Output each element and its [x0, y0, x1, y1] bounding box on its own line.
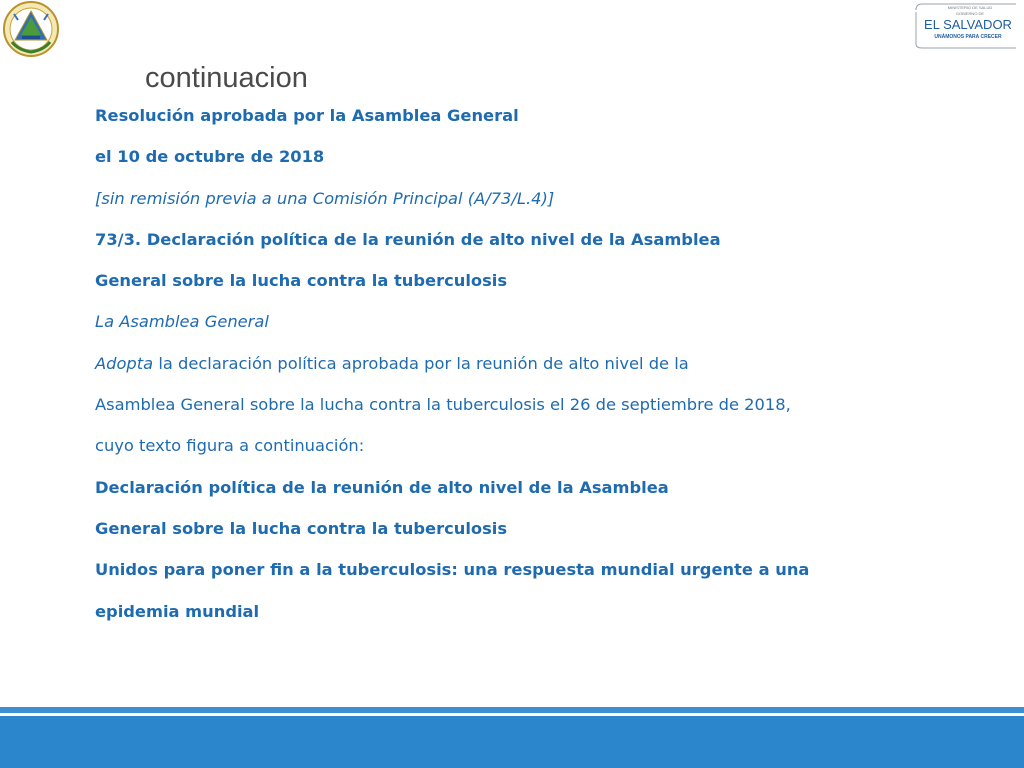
svg-text:UNÁMONOS PARA CRECER: UNÁMONOS PARA CRECER — [934, 34, 1002, 40]
resolution-heading-line: Resolución aprobada por la Asamblea General — [95, 106, 519, 125]
footer-band — [0, 716, 1024, 768]
adopts-paragraph-line-3: cuyo texto figura a continuación: — [95, 436, 365, 456]
assembly-line: La Asamblea General — [95, 312, 269, 332]
svg-text:GOBIERNO DE: GOBIERNO DE — [955, 11, 985, 16]
document-body — [95, 97, 975, 634]
svg-text:EL SALVADOR: EL SALVADOR — [924, 17, 1012, 32]
referral-note-line: [sin remisión previa a una Comisión Principal (A/73/L.4)] — [95, 188, 555, 208]
adopta-word: Adopta — [95, 353, 154, 373]
adopts-paragraph-line-1 — [95, 345, 975, 386]
declaration-subtitle-line-1: Unidos para poner fin a la tuberculosis: una respuesta mundial urgente a una — [95, 560, 810, 580]
resolution-title-line-1: 73/3. Declaración política de la reunión de alto nivel de la Asamblea — [95, 229, 721, 249]
coat-of-arms-icon — [2, 0, 60, 58]
resolution-date-line: el 10 de octubre de 2018 — [95, 147, 325, 167]
adopts-paragraph-text: la declaración política aprobada por la reunión de alto nivel de la — [153, 353, 689, 373]
declaration-subtitle-line-2: epidemia mundial — [95, 601, 260, 621]
adopts-paragraph-line-2: Asamblea General sobre la lucha contra la tuberculosis el 26 de septiembre de 2018, — [95, 395, 791, 415]
declaration-title-line-2: General sobre la lucha contra la tuberculosis — [95, 518, 508, 538]
ministry-of-health-logo-icon — [912, 0, 1020, 50]
svg-text:MINISTERIO DE SALUD: MINISTERIO DE SALUD — [947, 5, 993, 10]
declaration-title-line-1: Declaración política de la reunión de alto nivel de la Asamblea — [95, 477, 669, 497]
resolution-title-line-2: General sobre la lucha contra la tuberculosis — [95, 271, 508, 291]
slide-title: continuacion — [145, 62, 308, 94]
